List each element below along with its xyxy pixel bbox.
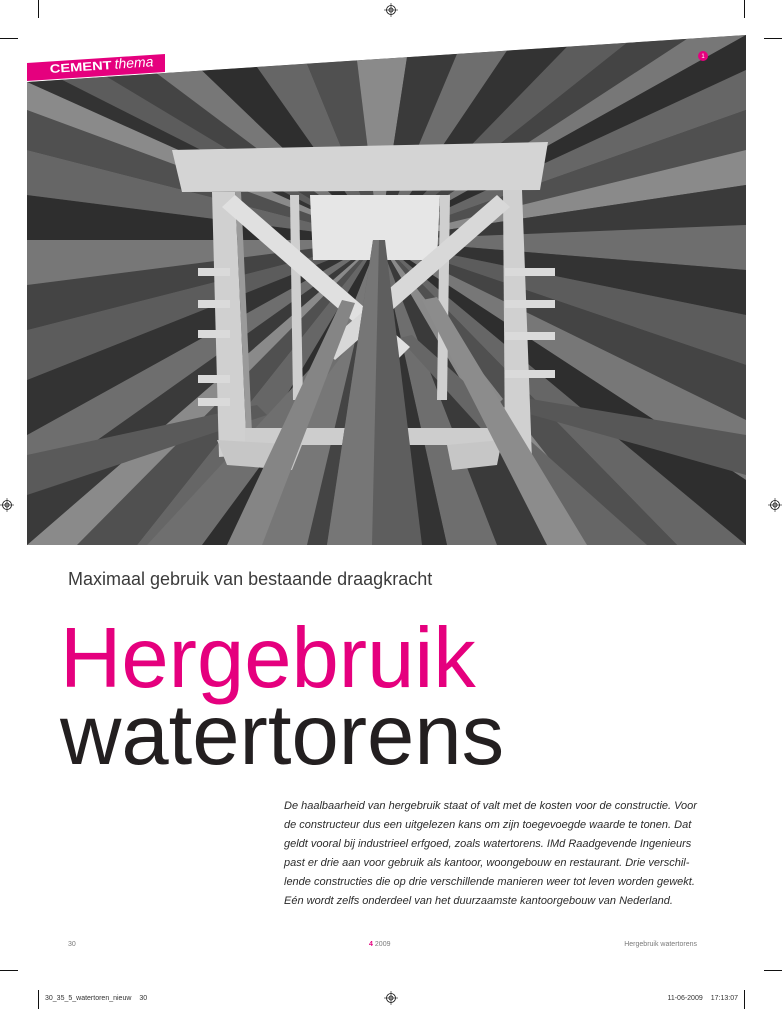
photo-content — [27, 35, 746, 545]
ledge — [505, 300, 555, 308]
crop-mark — [0, 970, 18, 971]
issue-number: 4 — [369, 941, 373, 948]
ledge — [505, 370, 555, 378]
intro-line: Eén wordt zelfs onderdeel van het duurzaamste kantoorgebouw van Nederland. — [284, 895, 673, 907]
footer-page-number: 30 — [68, 941, 76, 948]
crop-mark — [38, 0, 39, 18]
article-kicker: Maximaal gebruik van bestaande draagkracht — [68, 569, 433, 589]
crop-mark — [764, 38, 782, 39]
page-marker — [697, 50, 709, 62]
crop-mark — [744, 0, 745, 18]
ledge — [198, 330, 230, 338]
article-title — [60, 611, 505, 783]
crop-mark — [38, 990, 39, 1009]
ledge — [505, 268, 555, 276]
print-slug-file — [45, 994, 147, 1003]
issue-year: 2009 — [374, 941, 391, 948]
cover-photo — [27, 35, 746, 545]
slug-filename: 30_35_5_watertoren_nieuw — [45, 995, 132, 1002]
crop-mark — [0, 38, 18, 39]
intro-line: De haalbaarheid van hergebruik staat of valt met de kosten voor de constructie. Voor — [284, 800, 697, 812]
registration-mark-icon — [384, 3, 398, 17]
structure-render — [27, 35, 746, 545]
ledge — [198, 375, 230, 383]
page-marker-number: 1 — [701, 54, 705, 61]
section-name: thema — [114, 53, 154, 72]
print-slug-timestamp — [667, 994, 738, 1003]
footer-running-title: Hergebruik watertorens — [624, 941, 697, 948]
slug-page: 30 — [139, 995, 148, 1002]
crop-mark — [744, 990, 745, 1009]
intro-line: past er drie aan voor gebruik als kantoor, woongebouw en restaurant. Drie verschil- — [284, 857, 690, 869]
registration-mark-icon — [768, 498, 782, 512]
intro-line: de constructeur dus een uitgelezen kans om zijn toegevoegde waarde te tonen. Dat — [284, 819, 692, 831]
ledge — [505, 332, 555, 340]
intro-line: geldt vooral bij industrieel erfgoed, zoals watertorens. IMd Raadgevende Ingenieurs — [284, 838, 692, 850]
article-intro — [284, 797, 697, 911]
footer-issue — [369, 940, 390, 949]
slug-date: 11-06-2009 — [667, 995, 703, 1002]
section-label — [27, 50, 167, 84]
crop-mark — [764, 970, 782, 971]
ledge — [198, 268, 230, 276]
title-line-2: watertorens — [60, 688, 505, 783]
frame-beam — [172, 142, 548, 192]
registration-mark-icon — [0, 498, 14, 512]
ledge — [198, 398, 230, 406]
title-line-1: Hergebruik — [60, 611, 476, 706]
magazine-logo: CEMENT — [49, 58, 101, 76]
registration-mark-icon — [384, 991, 398, 1005]
slug-time: 17:13:07 — [710, 995, 738, 1002]
intro-line: lende constructies die op drie verschillende manieren weer tot leven worden gewekt. — [284, 876, 695, 888]
ledge — [198, 300, 230, 308]
